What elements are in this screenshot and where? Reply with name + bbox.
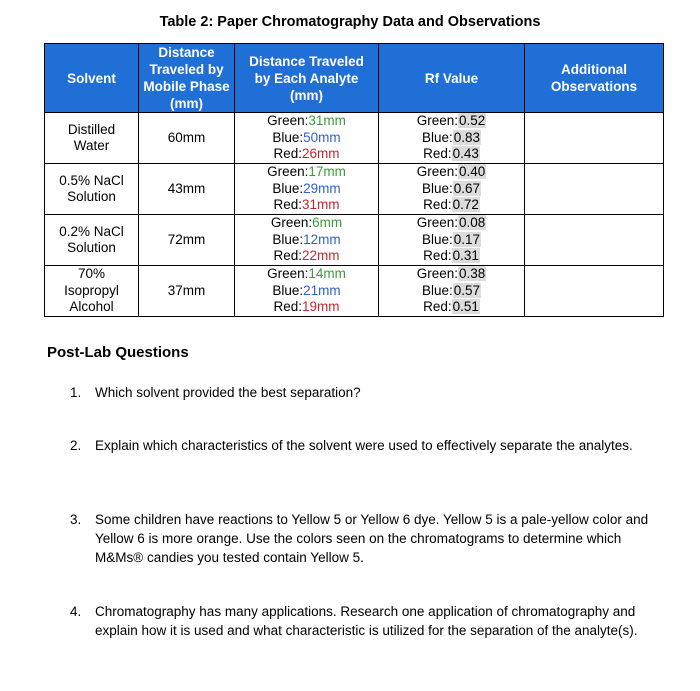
- red-distance: 26mm: [302, 146, 340, 162]
- table-row: [45, 266, 664, 317]
- rf-red: [379, 146, 524, 163]
- blue-rf: 0.83: [453, 129, 481, 145]
- question-number: 4.: [70, 604, 82, 619]
- question-text: Chromatography has many applications. Research one application of chromatography and explain how it is used and what characteristic is utilized for the separation of the analyte(s).: [95, 604, 638, 638]
- rf-green: [379, 266, 524, 283]
- blue-distance: 29mm: [303, 180, 341, 196]
- red-rf: 0.43: [452, 146, 479, 162]
- blue-rf: 0.57: [453, 282, 481, 298]
- red-label: Red:: [273, 299, 302, 315]
- question-number: 1.: [70, 385, 82, 400]
- green-label: Green:: [416, 266, 458, 282]
- green-label: Green:: [267, 164, 309, 180]
- cell-observations[interactable]: [525, 113, 664, 164]
- red-label: Red:: [423, 146, 452, 162]
- question-1: [70, 383, 660, 402]
- green-distance: 6mm: [312, 215, 343, 231]
- cell-mobile-distance: [139, 266, 235, 317]
- header-rf-value: Rf Value: [379, 44, 525, 113]
- red-label: Red:: [273, 248, 302, 264]
- cell-mobile-distance: [139, 215, 235, 266]
- table-row: [45, 113, 664, 164]
- green-label: Green:: [416, 164, 458, 180]
- analyte-blue: [235, 130, 378, 147]
- cell-rf-value: [379, 113, 525, 164]
- question-text: Which solvent provided the best separation?: [95, 385, 361, 400]
- question-text: Explain which characteristics of the solvent were used to effectively separate the analytes.: [95, 438, 633, 453]
- rf-blue: [379, 130, 524, 147]
- cell-observations[interactable]: [525, 266, 664, 317]
- green-rf: 0.40: [459, 164, 486, 180]
- green-distance: 17mm: [308, 164, 346, 180]
- green-distance: 31mm: [308, 113, 346, 129]
- cell-mobile-distance: [139, 164, 235, 215]
- blue-rf: 0.17: [453, 231, 481, 247]
- blue-label: Blue:: [421, 180, 453, 196]
- red-label: Red:: [273, 146, 302, 162]
- blue-label: Blue:: [421, 231, 453, 247]
- cell-rf-value: [379, 266, 525, 317]
- header-analyte-distance: Distance Traveled by Each Analyte (mm): [235, 44, 379, 113]
- question-number: 3.: [70, 512, 82, 527]
- post-lab-title: Post-Lab Questions: [47, 344, 189, 361]
- green-rf: 0.38: [459, 266, 486, 282]
- table-header-row: [45, 44, 664, 113]
- analyte-blue: [235, 232, 378, 249]
- blue-distance: 50mm: [303, 129, 341, 145]
- mobile-distance-value: 43mm: [167, 180, 206, 196]
- cell-rf-value: [379, 215, 525, 266]
- rf-blue: [379, 181, 524, 198]
- analyte-blue: [235, 181, 378, 198]
- mobile-distance-value: 72mm: [167, 231, 206, 247]
- analyte-green: [235, 266, 378, 283]
- header-solvent: Solvent: [45, 44, 139, 113]
- blue-label: Blue:: [272, 180, 304, 196]
- cell-mobile-distance: [139, 113, 235, 164]
- question-number: 2.: [70, 438, 82, 453]
- blue-label: Blue:: [421, 282, 453, 298]
- cell-observations[interactable]: [525, 164, 664, 215]
- rf-blue: [379, 232, 524, 249]
- cell-analyte-distance: [235, 215, 379, 266]
- chromatography-table: [44, 43, 664, 317]
- red-rf: 0.31: [452, 248, 479, 264]
- header-observations: Additional Observations: [525, 44, 664, 113]
- solvent-label: 0.2% NaCl Solution: [59, 223, 124, 255]
- green-rf: 0.52: [459, 113, 486, 129]
- analyte-green: [235, 113, 378, 130]
- green-label: Green:: [416, 113, 458, 129]
- table-title: Table 2: Paper Chromatography Data and Observations: [159, 14, 541, 30]
- red-rf: 0.72: [452, 197, 479, 213]
- solvent-label: 0.5% NaCl Solution: [59, 172, 124, 204]
- red-distance: 31mm: [302, 197, 340, 213]
- cell-solvent: [45, 113, 139, 164]
- table-row: [45, 215, 664, 266]
- cell-analyte-distance: [235, 113, 379, 164]
- analyte-red: [235, 197, 378, 214]
- header-mobile-phase: Distance Traveled by Mobile Phase (mm): [139, 44, 235, 113]
- green-label: Green:: [270, 215, 313, 231]
- question-3: [70, 510, 660, 567]
- cell-analyte-distance: [235, 266, 379, 317]
- red-label: Red:: [423, 299, 452, 315]
- analyte-red: [235, 146, 378, 163]
- analyte-green: [235, 215, 378, 232]
- question-2: [70, 436, 660, 455]
- rf-blue: [379, 283, 524, 300]
- green-label: Green:: [267, 113, 309, 129]
- cell-observations[interactable]: [525, 215, 664, 266]
- cell-rf-value: [379, 164, 525, 215]
- analyte-red: [235, 248, 378, 265]
- solvent-label: 70% Isopropyl Alcohol: [64, 266, 119, 315]
- mobile-distance-value: 60mm: [167, 129, 206, 145]
- red-label: Red:: [423, 197, 452, 213]
- cell-solvent: [45, 215, 139, 266]
- analyte-blue: [235, 283, 378, 300]
- cell-solvent: [45, 266, 139, 317]
- analyte-red: [235, 299, 378, 316]
- cell-analyte-distance: [235, 164, 379, 215]
- green-rf: 0.08: [459, 215, 486, 231]
- red-distance: 22mm: [302, 248, 340, 264]
- green-label: Green:: [267, 266, 309, 282]
- red-rf: 0.51: [452, 299, 479, 315]
- green-label: Green:: [416, 215, 458, 231]
- question-text: Some children have reactions to Yellow 5 or Yellow 6 dye. Yellow 5 is a pale-yellow color and Yellow 6 is more orange. Use the colors seen on the chromatograms to determine which M&Ms® candies you tested contain Yellow 5.: [95, 512, 649, 565]
- rf-green: [379, 164, 524, 181]
- question-4: [70, 602, 660, 640]
- table-row: [45, 164, 664, 215]
- rf-green: [379, 113, 524, 130]
- analyte-green: [235, 164, 378, 181]
- solvent-label: Distilled Water: [67, 121, 116, 153]
- rf-red: [379, 197, 524, 214]
- red-distance: 19mm: [302, 299, 340, 315]
- mobile-distance-value: 37mm: [167, 282, 206, 298]
- blue-label: Blue:: [272, 129, 304, 145]
- blue-rf: 0.67: [453, 180, 481, 196]
- cell-solvent: [45, 164, 139, 215]
- blue-label: Blue:: [272, 231, 304, 247]
- blue-label: Blue:: [421, 129, 453, 145]
- green-distance: 14mm: [308, 266, 346, 282]
- red-label: Red:: [423, 248, 452, 264]
- rf-green: [379, 215, 524, 232]
- rf-red: [379, 248, 524, 265]
- blue-label: Blue:: [272, 282, 304, 298]
- red-label: Red:: [273, 197, 302, 213]
- rf-red: [379, 299, 524, 316]
- blue-distance: 21mm: [303, 282, 341, 298]
- blue-distance: 12mm: [303, 231, 341, 247]
